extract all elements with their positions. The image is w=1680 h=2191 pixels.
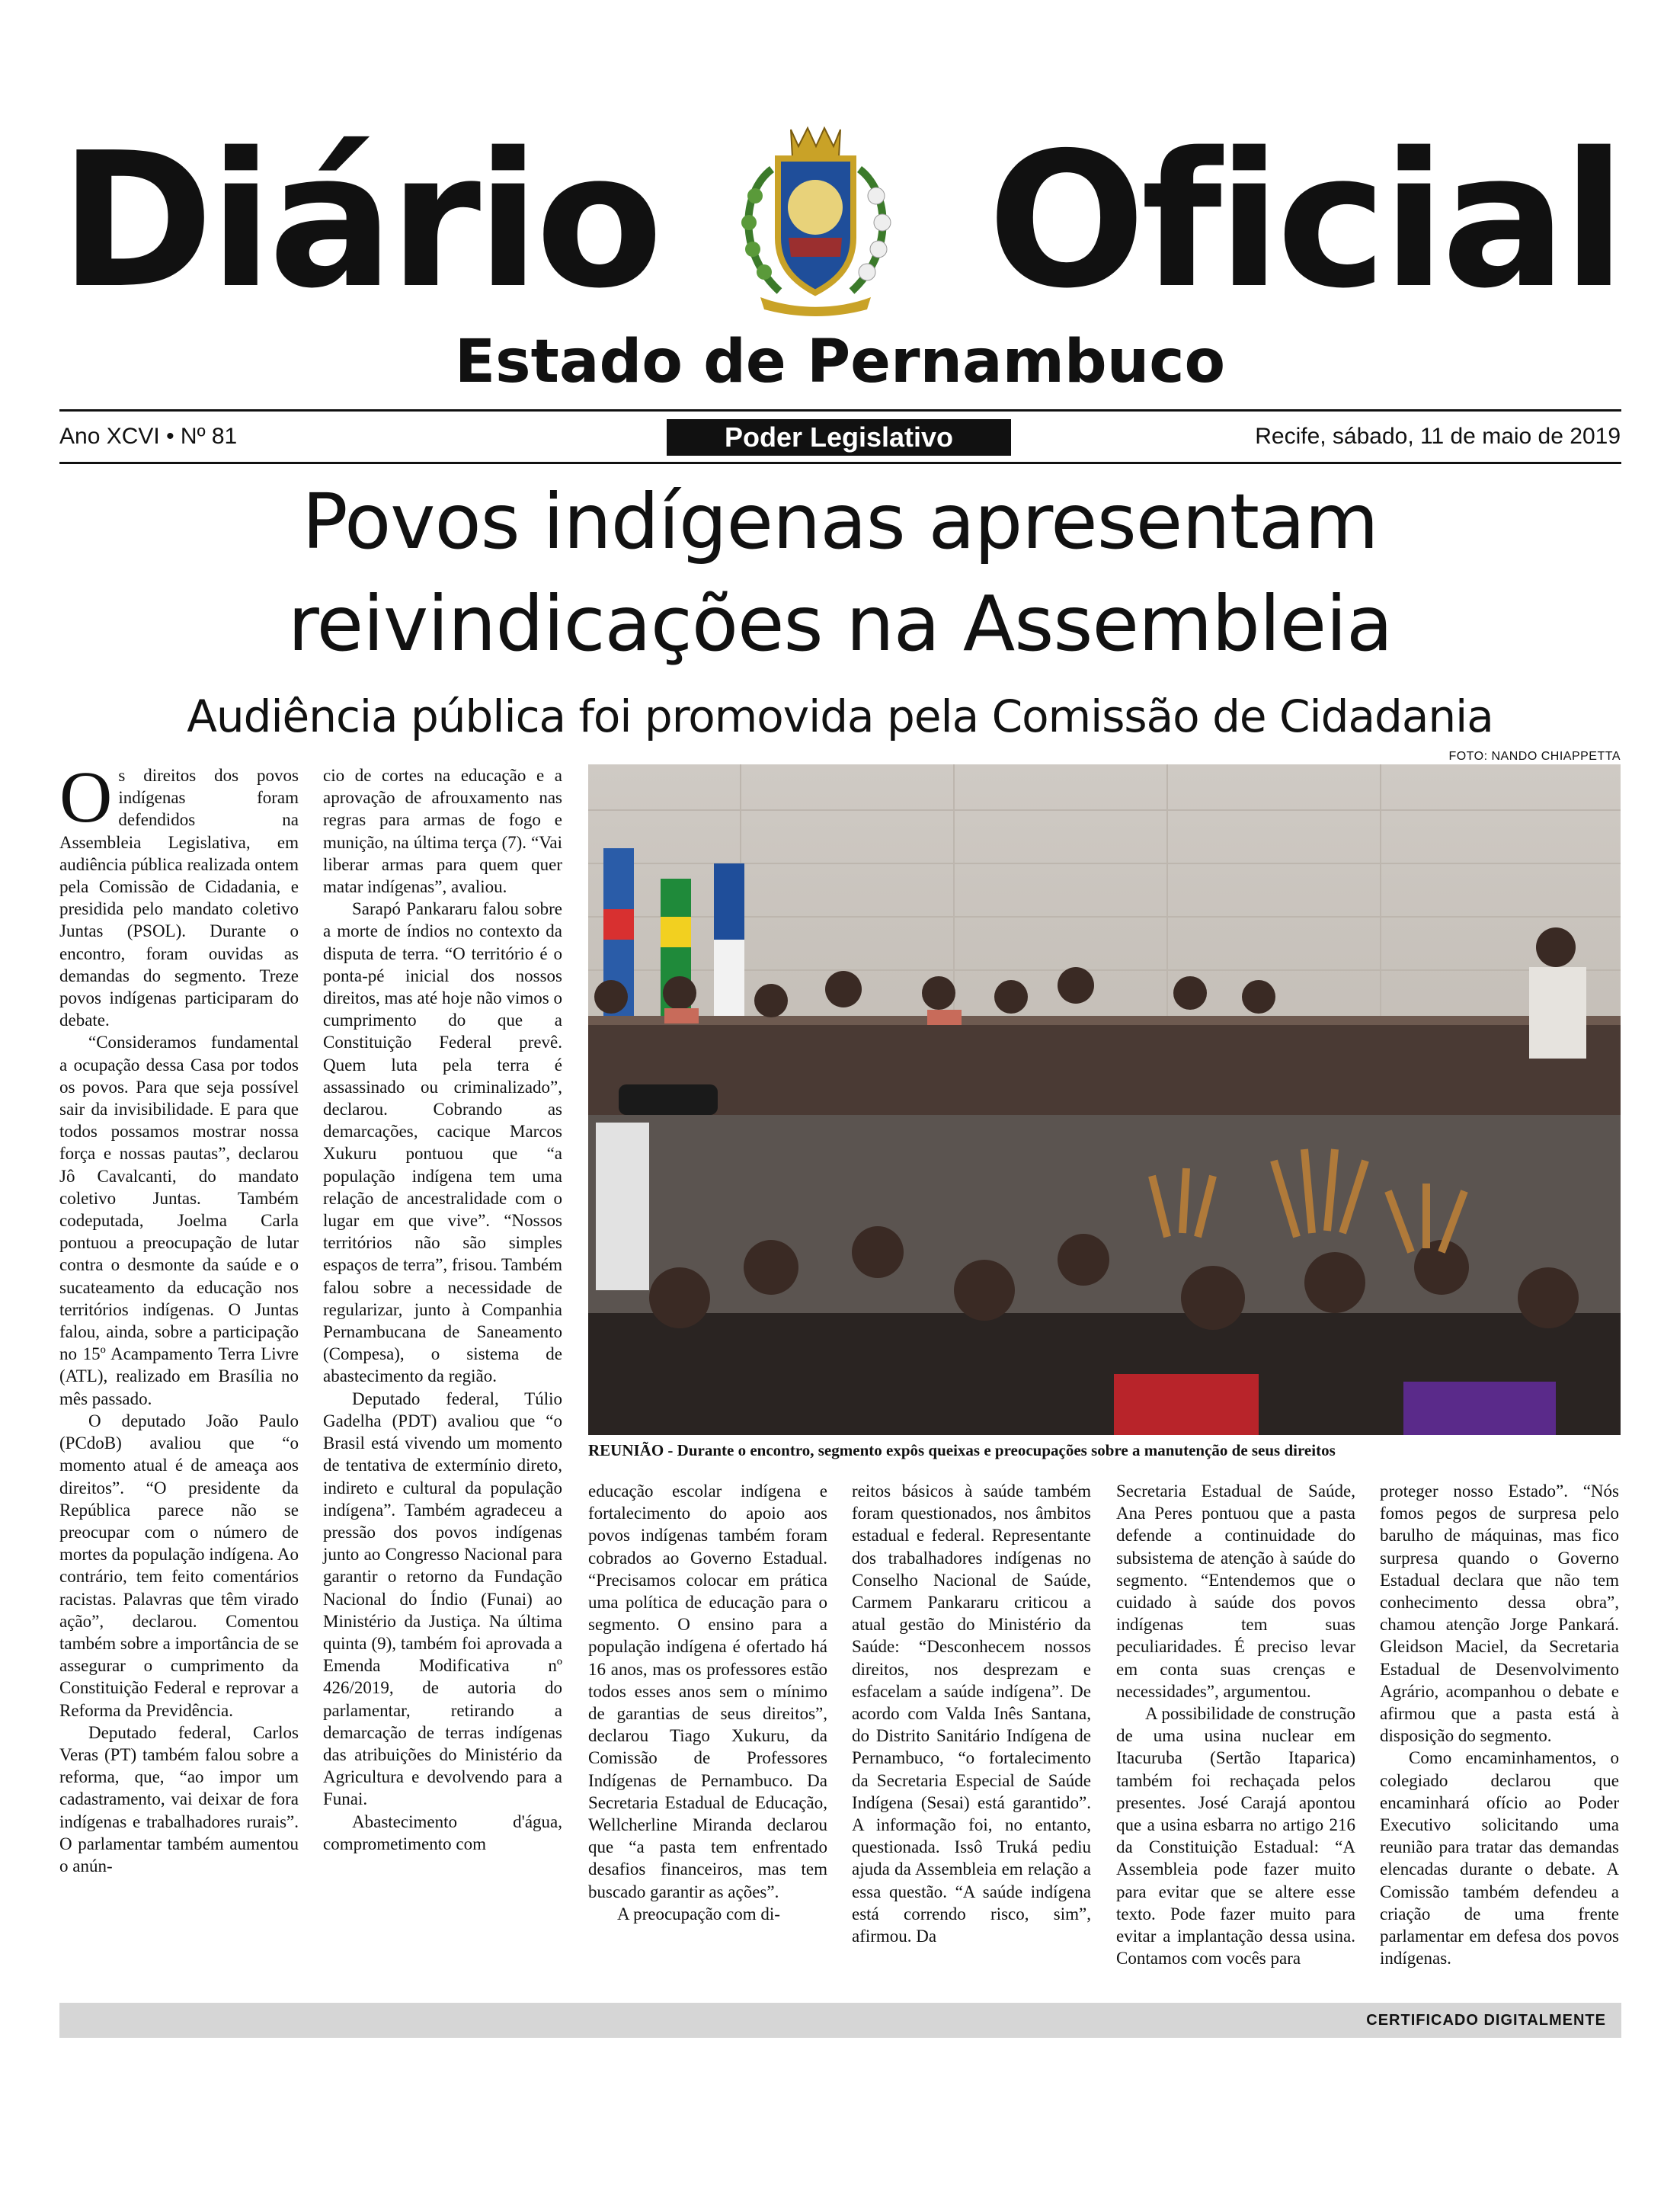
article-headline	[46, 471, 1634, 675]
photo-credit: FOTO: NANDO CHIAPPETTA	[1448, 750, 1621, 763]
paragraph: Deputado federal, Carlos Veras (PT) também falou sobre a reforma, que, “ao impor um cadastramento, vai deixar de fora indígenas e trabalhadores rurais”. O parlamentar também aumentou o anún-	[59, 1722, 299, 1875]
divider-bottom	[59, 462, 1621, 464]
paragraph: A possibilidade de construção de uma usina nuclear em Itacuruba (Sertão Itaparica) também foi rechaçada pelos presentes. José Carajá apontou que a usina esbarra no artigo 216 da Constituição Estadual: “A Assembleia pode fazer muito para evitar que se altere esse texto. Pode fazer muito para evitar a implantação dessa usina. Contamos com vocês para	[1116, 1704, 1355, 1968]
section-label: Poder Legislativo	[667, 419, 1011, 456]
article-column-5	[1116, 1480, 1355, 1983]
headline-line-1: Povos indígenas apresentam	[302, 477, 1378, 566]
footer-certification: CERTIFICADO DIGITALMENTE	[1366, 2012, 1606, 2029]
paragraph: Sarapó Pankararu falou sobre a morte de índios no contexto da disputa de terra. “O território é o ponta-pé inicial dos nossos direitos, mas até hoje não vimos o cumprimento do que a Constituição Federal prevê. Quem luta pela terra é assassinado ou criminalizado”, declarou. Cobrando as demarcações, cacique Marcos Xukuru pontuou que “a população indígena tem uma relação de ancestralidade com o lugar em que vive”. “Nossos territórios não são simples espaços de terra”, frisou. Também falou sobre a necessidade de regularizar, junto à Companhia Pernambucana de Saneamento (Compesa), o sistema de abastecimento da região.	[323, 899, 562, 1386]
paragraph: reitos básicos à saúde também foram questionados, nos âmbitos estadual e federal. Representante dos trabalhadores indígenas no Conselho Nacional de Saúde, Carmem Pankararu criticou a atual gestão do Ministério da Saúde: “Desconhecem nossos direitos, nos desprezam e esfacelam a saúde indígena”. De acordo com Valda Inês Santana, do Distrito Sanitário Indígena de Pernambuco, “o fortalecimento da Secretaria Especial de Saúde Indígena (Sesai) está garantido”. A informação foi, no entanto, questionada. Issô Truká pediu ajuda da Assembleia em relação a essa questão. “A saúde indígena está correndo risco, sim”, afirmou. Da	[852, 1481, 1091, 1946]
paragraph: educação escolar indígena e fortalecimento do apoio aos povos indígenas também foram cobrados ao Governo Estadual. “Precisamos colocar em prática uma política de educação para o segmento. O ensino para a população indígena é ofertado há 16 anos, mas os professores estão todos esses anos sem o mínimo de garantias de seus direitos”, declarou Tiago Xukuru, da Comissão de Professores Indígenas de Pernambuco. Da Secretaria Estadual de Educação, Wellcherline Miranda declarou que “a pasta tem enfrentado desafios financeiros, mas tem buscado garantir as ações”.	[588, 1481, 827, 1901]
paragraph: Os direitos dos povos indígenas foram defendidos na Assembleia Legislativa, em audiência pública realizada ontem pela Comissão de Cidadania, e presidida pelo mandato coletivo Juntas (PSOL). Durante o encontro, foram ouvidas as demandas do segmento. Treze povos indígenas participaram do debate.	[59, 756, 299, 1030]
masthead-title-left: Diário	[59, 113, 659, 329]
paragraph: cio de cortes na educação e a aprovação de afrouxamento nas regras para armas de fogo e munição, na última terça (7). “Vai liberar armas para quem quer matar indígenas”, avaliou.	[323, 766, 562, 897]
article-photo	[588, 764, 1621, 1435]
paragraph: proteger nosso Estado”. “Nós fomos pegos de surpresa pelo barulho de máquinas, mas fico surpresa quando o Governo Estadual declara que não tem conhecimento dessa obra”, chamou atenção Jorge Pankará. Gleidson Maciel, da Secretaria Estadual de Desenvolvimento Agrário, acompanhou o debate e afirmou que a pasta está à disposição do segmento.	[1380, 1481, 1619, 1746]
drop-cap: O	[59, 756, 113, 838]
masthead-state: Estado de Pernambuco	[454, 328, 1226, 396]
masthead-title-right: Oficial	[987, 113, 1621, 329]
paragraph: A preocupação com di-	[617, 1904, 780, 1924]
article-column-2	[323, 764, 562, 1853]
issue-edition: Ano XCVI • Nº 81	[59, 424, 238, 449]
article-column-4	[852, 1480, 1091, 1983]
article-column-3	[588, 1480, 827, 1983]
paragraph: “Consideramos fundamental a ocupação dessa Casa por todos os povos. Para que seja possível sair da invisibilidade. E para que todos possamos mostrar nossa força e nossas pautas”, declarou Jô Cavalcanti, do mandato coletivo Juntas. Também codeputada, Joelma Carla pontuou a preocupação de lutar contra o desmonte da saúde e o sucateamento da educação nos territórios indígenas. O Juntas falou, ainda, sobre a participação no 15º Acampamento Terra Livre (ATL), realizado em Brasília no mês passado.	[59, 1033, 299, 1408]
paragraph: Como encaminhamentos, o colegiado declarou que encaminhará ofício ao Poder Executivo solicitando uma reunião para tratar das demandas elencadas durante o debate. A Comissão também defendeu a criação de uma frente parlamentar em defesa dos povos indígenas.	[1380, 1748, 1619, 1968]
paragraph: Deputado federal, Túlio Gadelha (PDT) avaliou que “o Brasil está vivendo um momento de tentativa de extermínio direto, indireto e cultural da população indígena”. Também agradeceu a pressão dos povos indígenas junto ao Congresso Nacional para garantir o retorno da Fundação Nacional do Índio (Funai) ao Ministério da Justiça. Na última quinta (9), também foi aprovada a Emenda Modificativa nº 426/2019, de autoria do parlamentar, retirando a demarcação de terras indígenas das atribuições do Ministério da Agricultura e devolvendo para a Funai.	[323, 1389, 562, 1809]
masthead	[59, 113, 1621, 329]
article-subheadline: Audiência pública foi promovida pela Comissão de Cidadania	[187, 690, 1493, 742]
paragraph: Abastecimento d'água, comprometimento com	[323, 1811, 562, 1853]
issue-date: Recife, sábado, 11 de maio de 2019	[1255, 424, 1621, 449]
footer-bar	[59, 2003, 1621, 2038]
paragraph: Secretaria Estadual de Saúde, Ana Peres pontuou que a pasta defende a continuidade do subsistema de atenção à saúde do segmento. “Entendemos que o cuidado à saúde dos povos indígenas tem suas peculiaridades. É preciso levar em conta suas crenças e necessidades”, argumentou.	[1116, 1481, 1355, 1701]
article-column-1	[59, 756, 299, 1875]
article-column-6	[1380, 1480, 1619, 1983]
photo-caption: REUNIÃO - Durante o encontro, segmento expôs queixas e preocupações sobre a manutenção de seus direitos	[588, 1441, 1336, 1459]
paragraph: O deputado João Paulo (PCdoB) avaliou que “o momento atual é de ameaça aos direitos”. “O presidente da República parece não se preocupar com o número de mortes da população indígena. Ao contrário, tem feito comentários racistas. Palavras que têm virado ação”, declarou. Comentou também sobre a importância de se assegurar o cumprimento da Constituição Federal e reprovar a Reforma da Previdência.	[59, 1411, 299, 1720]
coat-of-arms-icon	[718, 123, 913, 314]
headline-line-2: reivindicações na Assembleia	[287, 579, 1393, 668]
divider-top	[59, 409, 1621, 412]
